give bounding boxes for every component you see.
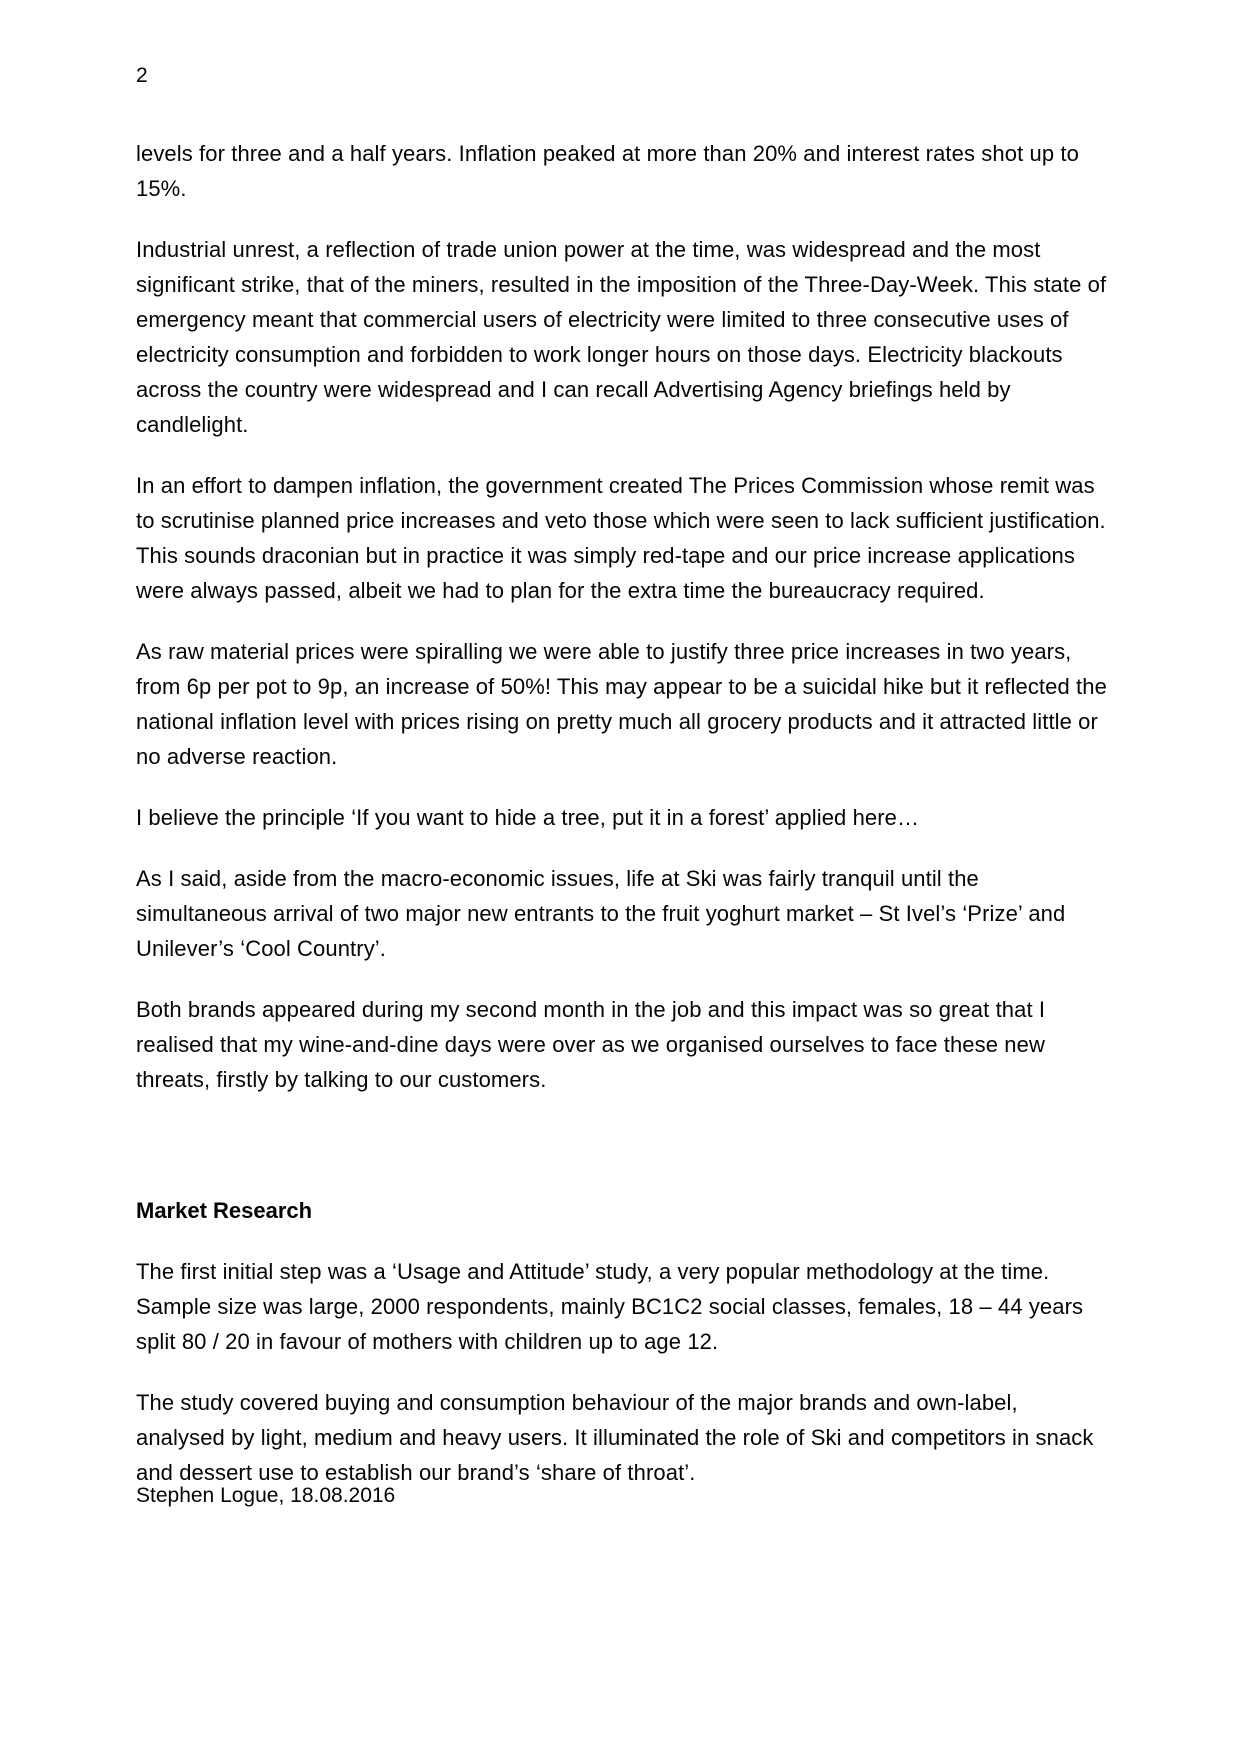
footer-author-date: Stephen Logue, 18.08.2016 [136, 1484, 396, 1507]
paragraph-study-coverage: The study covered buying and consumption behaviour of the major brands and own-label, analysed by light, medium and heavy users. It illuminated the role of Ski and competitors in snack and dessert use to establish our brand’s ‘share of throat’. [136, 1390, 1094, 1485]
page-number: 2 [136, 64, 148, 87]
paragraph-hide-a-tree: I believe the principle ‘If you want to hide a tree, put it in a forest’ applied here… [136, 805, 920, 830]
section-heading-market-research: Market Research [136, 1198, 313, 1223]
paragraph-industrial-unrest: Industrial unrest, a reflection of trade union power at the time, was widespread and the most significant strike, that of the miners, resulted in the imposition of the Three-Day-Week. This state of emergency meant that commercial users of electricity were limited to three consecutive uses of electricity consumption and forbidden to work longer hours on those days. Electricity blackouts across the country were widespread and I can recall Advertising Agency briefings held by candlelight. [136, 237, 1107, 437]
paragraph-price-increases: As raw material prices were spiralling we were able to justify three price increases in two years, from 6p per pot to 9p, an increase of 50%! This may appear to be a suicidal hike but it reflected the national inflation level with prices rising on pretty much all grocery products and it attracted little or no adverse reaction. [136, 639, 1107, 769]
paragraph-inflation-levels: levels for three and a half years. Inflation peaked at more than 20% and interest rates shot up to 15%. [136, 141, 1079, 201]
document-body [136, 136, 1111, 1490]
paragraph-both-brands: Both brands appeared during my second month in the job and this impact was so great that I realised that my wine-and-dine days were over as we organised ourselves to face these new threats, firstly by talking to our customers. [136, 997, 1046, 1092]
paragraph-usage-attitude-study: The first initial step was a ‘Usage and Attitude’ study, a very popular methodology at the time. Sample size was large, 2000 respondents, mainly BC1C2 social classes, females, 18 – 44 years split 80 / 20 in favour of mothers with children up to age 12. [136, 1259, 1084, 1354]
paragraph-prices-commission: In an effort to dampen inflation, the government created The Prices Commission whose remit was to scrutinise planned price increases and veto those which were seen to lack sufficient justification. This sounds draconian but in practice it was simply red-tape and our price increase applications were always passed, albeit we had to plan for the extra time the bureaucracy required. [136, 473, 1106, 603]
paragraph-new-entrants: As I said, aside from the macro-economic issues, life at Ski was fairly tranquil until the simultaneous arrival of two major new entrants to the fruit yoghurt market – St Ivel’s ‘Prize’ and Unilever’s ‘Cool Country’. [136, 866, 1066, 961]
